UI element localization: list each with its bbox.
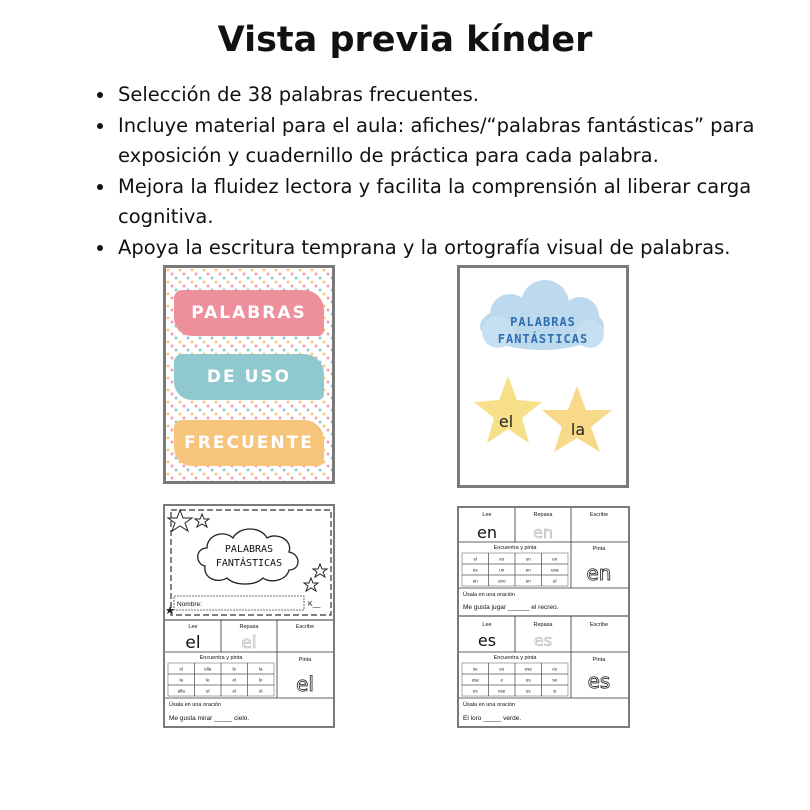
star-word-1: el — [498, 412, 514, 431]
grid-word: es — [472, 567, 478, 573]
word-grid — [462, 663, 568, 696]
grid-word: se — [472, 666, 478, 672]
booklet-preview — [163, 504, 335, 728]
repasa-label: Repasa — [533, 512, 553, 518]
worksheet-art — [459, 508, 628, 726]
grid-word: es — [499, 556, 505, 562]
booklet-cloud-line1: PALABRAS — [224, 544, 274, 555]
name-label: Nombre: — [177, 601, 202, 608]
grid-word: el — [232, 677, 237, 683]
cloud-line2: FANTÁSTICAS — [497, 332, 589, 346]
pinta-label: Pinta — [592, 657, 606, 663]
grid-word: ella — [177, 688, 185, 694]
grid-word: el — [258, 688, 263, 694]
cover-title-line2: DE USO — [174, 354, 324, 400]
cover-preview — [163, 265, 335, 484]
read-word: el — [185, 633, 201, 653]
bullet-item: • Mejora la fluidez lectora y facilita la comprensión al liberar carga cognitiva. — [116, 172, 796, 233]
grid-word: le — [232, 666, 237, 672]
grid-word: un — [525, 556, 531, 562]
paint-word: el — [296, 672, 314, 696]
grid-word: ese — [498, 688, 506, 694]
grid-word: le — [258, 677, 263, 683]
read-word: es — [477, 631, 497, 650]
trace-word: en — [533, 523, 553, 542]
trace-word: es — [533, 631, 553, 650]
pinta-label: Pinta — [592, 546, 606, 552]
encuentra-label: Encuentra y pinta — [493, 655, 537, 661]
cloud-line1: PALABRAS — [510, 315, 576, 329]
sentence-text: El loro _____ verde. — [463, 715, 522, 722]
repasa-label: Repasa — [533, 622, 553, 628]
grid-word: es — [552, 666, 558, 672]
star-icon — [304, 578, 318, 591]
grid-word: ese — [471, 677, 479, 683]
grid-word: en — [552, 556, 558, 562]
escribe-label: Escribe — [589, 512, 609, 518]
word-grid — [462, 553, 568, 586]
escribe-label: Escribe — [589, 622, 609, 628]
grid-word: en — [525, 567, 531, 573]
cover-title-line3: FRECUENTE — [174, 420, 324, 466]
grid-word: el — [473, 556, 478, 562]
grid-word: el — [179, 666, 184, 672]
grid-word: es — [525, 677, 531, 683]
grid-word: la — [258, 666, 263, 672]
grid-word: el — [552, 578, 557, 584]
paint-word: en — [586, 561, 612, 585]
star-icon — [474, 376, 542, 443]
sentence-text: Me gusta jugar ______ el recreo. — [463, 604, 559, 611]
cover-title-line1: PALABRAS — [174, 290, 324, 336]
grid-word: uno — [497, 578, 506, 584]
poster-preview — [457, 265, 629, 488]
worksheet-preview — [457, 506, 630, 728]
trace-word: el — [241, 633, 257, 653]
booklet-cloud-line2: FANTÁSTICAS — [215, 558, 283, 569]
grid-word: le — [205, 677, 210, 683]
grid-word: ella — [204, 666, 212, 672]
grid-word: ese — [524, 666, 532, 672]
bullet-item: • Selección de 38 palabras frecuentes. — [116, 80, 796, 111]
bullet-item: • Incluye material para el aula: afiches/“palabras fantásticas” para exposición y cuadernillo de práctica para cada palabra. — [116, 111, 796, 172]
star-icon — [542, 386, 612, 452]
star-icon — [195, 514, 209, 527]
grid-word: e — [500, 677, 504, 683]
read-word: en — [477, 523, 497, 542]
word-grid — [168, 663, 274, 696]
grid-word: un — [499, 567, 505, 573]
grid-word: en — [525, 578, 531, 584]
grid-word: el — [232, 688, 237, 694]
grid-word: es — [499, 666, 505, 672]
escribe-label: Escribe — [295, 624, 315, 630]
repasa-label: Repasa — [239, 624, 259, 630]
star-word-2: la — [570, 420, 586, 439]
grid-word: una — [550, 567, 559, 573]
lee-label: Lee — [482, 512, 492, 518]
cloud-icon — [198, 529, 298, 584]
star-icon — [166, 606, 174, 614]
booklet-art — [165, 506, 333, 726]
feature-list — [98, 80, 796, 263]
sentence-text: Me gusta mirar _____ cielo. — [169, 715, 250, 722]
usala-label: Úsala en una oración — [169, 702, 221, 708]
grid-word: la — [179, 677, 184, 683]
grid-word: si — [553, 688, 557, 694]
star-icon — [313, 564, 327, 577]
lee-label: Lee — [188, 624, 198, 630]
encuentra-label: Encuentra y pinta — [493, 545, 537, 551]
grid-word: el — [205, 688, 210, 694]
grid-word: se — [552, 677, 558, 683]
grid-word: es — [525, 688, 531, 694]
poster-art — [460, 268, 626, 485]
bullet-item: • Apoya la escritura temprana y la ortografía visual de palabras. — [116, 233, 796, 264]
pinta-label: Pinta — [298, 657, 312, 663]
grid-word: en — [472, 578, 478, 584]
encuentra-label: Encuentra y pinta — [199, 655, 243, 661]
usala-label: Úsala en una oración — [463, 592, 515, 598]
usala-label: Úsala en una oración — [463, 702, 515, 708]
lee-label: Lee — [482, 622, 492, 628]
page-title: Vista previa kínder — [217, 20, 593, 60]
star-icon — [168, 510, 192, 531]
paint-word: es — [587, 669, 611, 693]
grade-label: K__ — [308, 601, 321, 608]
grid-word: es — [472, 688, 478, 694]
